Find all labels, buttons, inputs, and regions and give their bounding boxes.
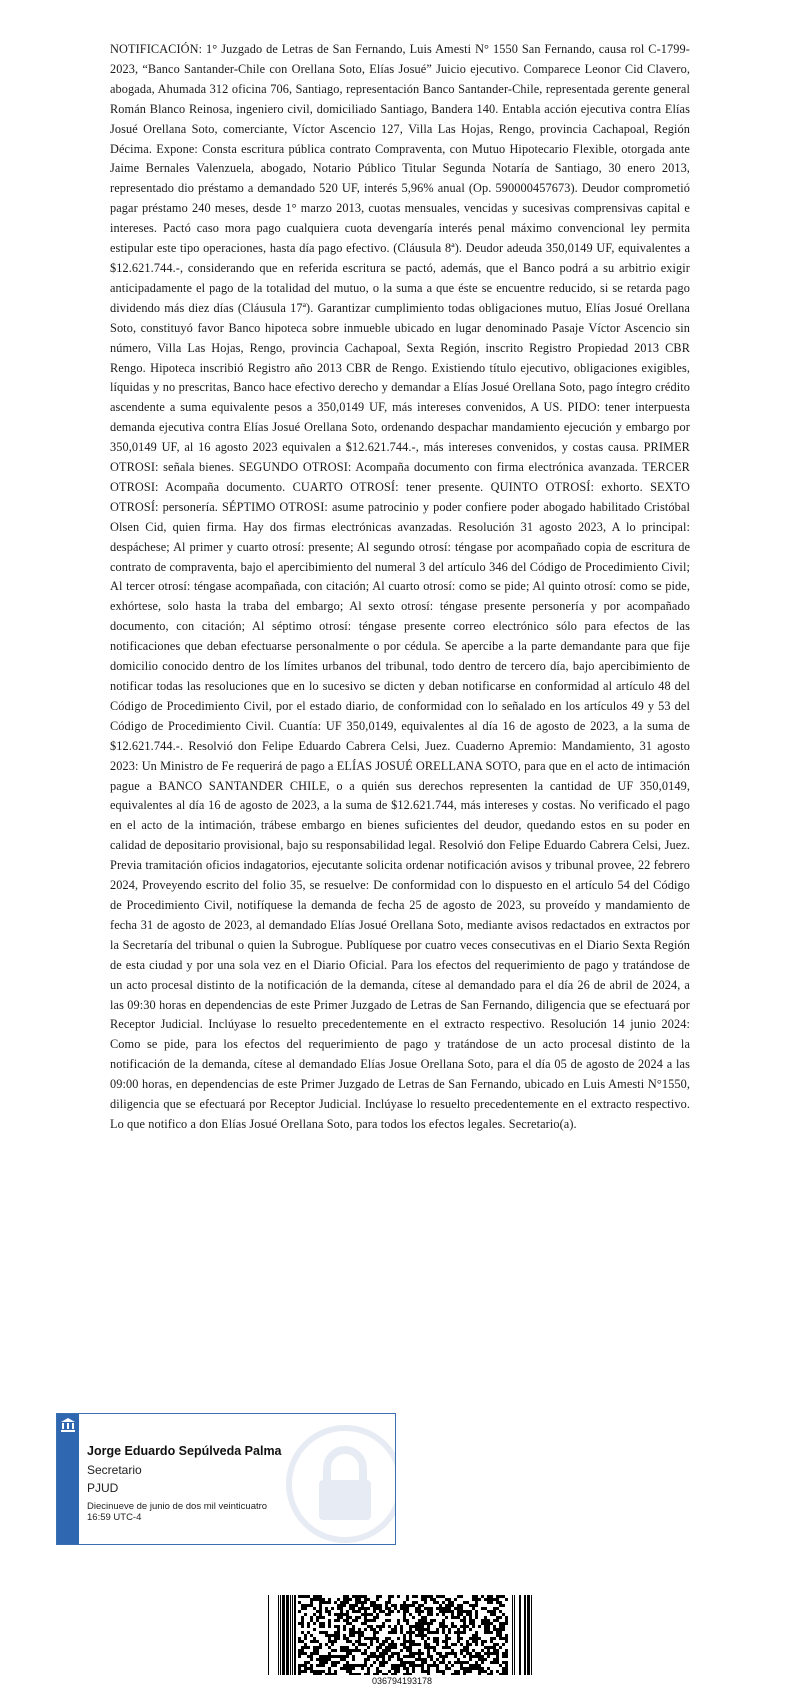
notification-text-block [110,40,690,1135]
electronic-signature-box [56,1413,396,1545]
courthouse-icon [60,1417,76,1433]
barcode-graphic [268,1595,536,1675]
signer-organization: PJUD [87,1481,119,1495]
notification-paragraph: NOTIFICACIÓN: 1° Juzgado de Letras de San Fernando, Luis Amesti N° 1550 San Fernando, causa rol C-1799-2023, “Banco Santander-Chile con Orellana Soto, Elías Josué” Juicio ejecutivo. Comparece Leonor Cid Clavero, abogada, Ahumada 312 oficina 706, Santiago, representación Banco Santander-Chile, representada gerente general Román Blanco Reinosa, ingeniero civil, domiciliado Santiago, Bandera 140. Entabla acción ejecutiva contra Elías Josué Orellana Soto, comerciante, Víctor Ascencio 127, Villa Las Hojas, Rengo, provincia Cachapoal, Región Décima. Expone: Consta escritura pública contrato Compraventa, con Mutuo Hipotecario Flexible, otorgada ante Jaime Bernales Valenzuela, abogado, Notario Público Titular Segunda Notaría de Santiago, 30 enero 2013, representado dio préstamo a demandado 520 UF, interés 5,96% anual (Op. 590000457673). Deudor comprometió pagar préstamo 240 meses, desde 1° marzo 2013, cuotas mensuales, vencidas y sucesivas comprensivas capital e intereses. Pactó caso mora pago cualquiera cuota devengaría interés penal máximo convencional ley permita estipular este tipo operaciones, hasta día pago efectivo. (Cláusula 8ª). Deudor adeuda 350,0149 UF, equivalentes a $12.621.744.-, considerando que en referida escritura se pactó, además, que el Banco podrá a su arbitrio exigir anticipadamente el pago de la totalidad del mutuo, o la suma a que éste se encuentre reducido, si se retarda pago dividendo más diez días (Cláusula 17ª). Garantizar cumplimiento todas obligaciones mutuo, Elías Josué Orellana Soto, constituyó favor Banco hipoteca sobre inmueble ubicado en lugar denominado Pasaje Víctor Ascencio sin número, Villa Las Hojas, Rengo, provincia Cachapoal, Sexta Región, inscrito Registro Propiedad 2013 CBR Rengo. Hipoteca inscribió Registro año 2013 CBR de Rengo. Existiendo título ejecutivo, obligaciones exigibles, líquidas y no prescritas, Banco hace efectivo derecho y demandar a Elías Josué Orellana Soto, pago íntegro crédito ascendente a suma equivalente pesos a 350,0149 UF, más intereses convenidos, A US. PIDO: tener interpuesta demanda ejecutiva contra Elías Josué Orellana Soto, ordenando despachar mandamiento ejecución y embargo por 350,0149 UF, al 16 agosto 2023 equivalen a $12.621.744.-, más intereses convenidos, y costas causa. PRIMER OTROSI: señala bienes. SEGUNDO OTROSI: Acompaña documento con firma electrónica avanzada. TERCER OTROSI: Acompaña documento. CUARTO OTROSÍ: tener presente. QUINTO OTROSÍ: exhorto. SEXTO OTROSÍ: personería. SÉPTIMO OTROSI: asume patrocinio y poder confiere poder abogado habilitado Cristóbal Olsen Cid, quien firma. Hay dos firmas electrónicas avanzadas. Resolución 31 agosto 2023, A lo principal: despáchese; Al primer y cuarto otrosí: presente; Al segundo otrosí: téngase por acompañado copia de escritura de contrato de compraventa, bajo el apercibimiento del numeral 3 del artículo 346 del Código de Procedimiento Civil; Al tercer otrosí: téngase acompañada, con citación; Al cuarto otrosí: como se pide; Al quinto otrosí: como se pide, exhórtese, solo hasta la traba del embargo; Al sexto otrosí: téngase presente personería y por acompañado documento, con citación; Al séptimo otrosí: téngase presente correo electrónico sólo para efectos de las notificaciones que deban efectuarse personalmente o por cédula. Se apercibe a la parte demandante para que fije domicilio conocido dentro de los límites urbanos del tribunal, todo dentro de tercero día, bajo apercibimiento de notificar todas las resoluciones que en lo sucesivo se dicten y deban notificarse en conformidad al artículo 48 del Código de Procedimiento Civil, por el estado diario, de conformidad con lo señalado en los artículos 49 y 53 del Código de Procedimiento Civil. Cuantía: UF 350,0149, equivalentes al día 16 de agosto de 2023, a la suma de $12.621.744.-. Resolvió don Felipe Eduardo Cabrera Celsi, Juez. Cuaderno Apremio: Mandamiento, 31 agosto 2023: Un Ministro de Fe requerirá de pago a ELÍAS JOSUÉ ORELLANA SOTO, para que en el acto de intimación pague a BANCO SANTANDER CHILE, o a quién sus derechos representen la cantidad de UF 350,0149, equivalentes al día 16 de agosto de 2023, a la suma de $12.621.744, más intereses y costas. No verificado el pago en el acto de la intimación, trábese embargo en bienes suficientes del deudor, quedando estos en su poder en calidad de depositario provisional, bajo su responsabilidad legal. Resolvió don Felipe Eduardo Cabrera Celsi, Juez. Previa tramitación oficios indagatorios, ejecutante solicita ordenar notificación avisos y tribunal provee, 22 febrero 2024, Proveyendo escrito del folio 35, se resuelve: De conformidad con lo dispuesto en el artículo 54 del Código de Procedimiento Civil, notifíquese la demanda de fecha 25 de agosto de 2023, su proveído y mandamiento de fecha 31 de agosto de 2023, al demandado Elías Josué Orellana Soto, mediante avisos redactados en extractos por la Secretaría del tribunal o quien la Subrogue. Publíquese por cuatro veces consecutivas en el Diario Sexta Región de esta ciudad y por una sola vez en el Diario Oficial. Para los efectos del requerimiento de pago y tratándose de un acto procesal distinto de la notificación de la demanda, cítese al demandado para el día 26 de abril de 2024, a las 09:30 horas en dependencias de este Primer Juzgado de Letras de San Fernando, diligencia que se efectuará por Receptor Judicial. Inclúyase lo resuelto precedentemente en el extracto respectivo. Resolución 14 junio 2024: Como se pide, para los efectos del requerimiento de pago y tratándose de un acto procesal distinto de la notificación de la demanda, cítese al demandado Elías Josue Orellana Soto, para el día 05 de agosto de 2024 a las 09:00 horas, en dependencias de este Primer Juzgado de Letras de San Fernando, ubicado en Luis Amesti N°1550, diligencia que se efectuará por Receptor Judicial. Inclúyase lo resuelto precedentemente en el extracto respectivo. Lo que notifico a don Elías Josué Orellana Soto, para todos los efectos legales. Secretario(a). [110,42,690,1131]
signer-role: Secretario [87,1463,142,1477]
signature-date-text: Diecinueve de junio de dos mil veinticuatro [87,1501,268,1512]
lock-icon [285,1424,396,1544]
signature-date [87,1501,267,1523]
barcode-number: 036794193178 [371,1676,433,1686]
signer-name: Jorge Eduardo Sepúlveda Palma [87,1444,282,1458]
signature-time-text: 16:59 UTC-4 [87,1512,142,1523]
signature-accent-bar [57,1414,79,1544]
